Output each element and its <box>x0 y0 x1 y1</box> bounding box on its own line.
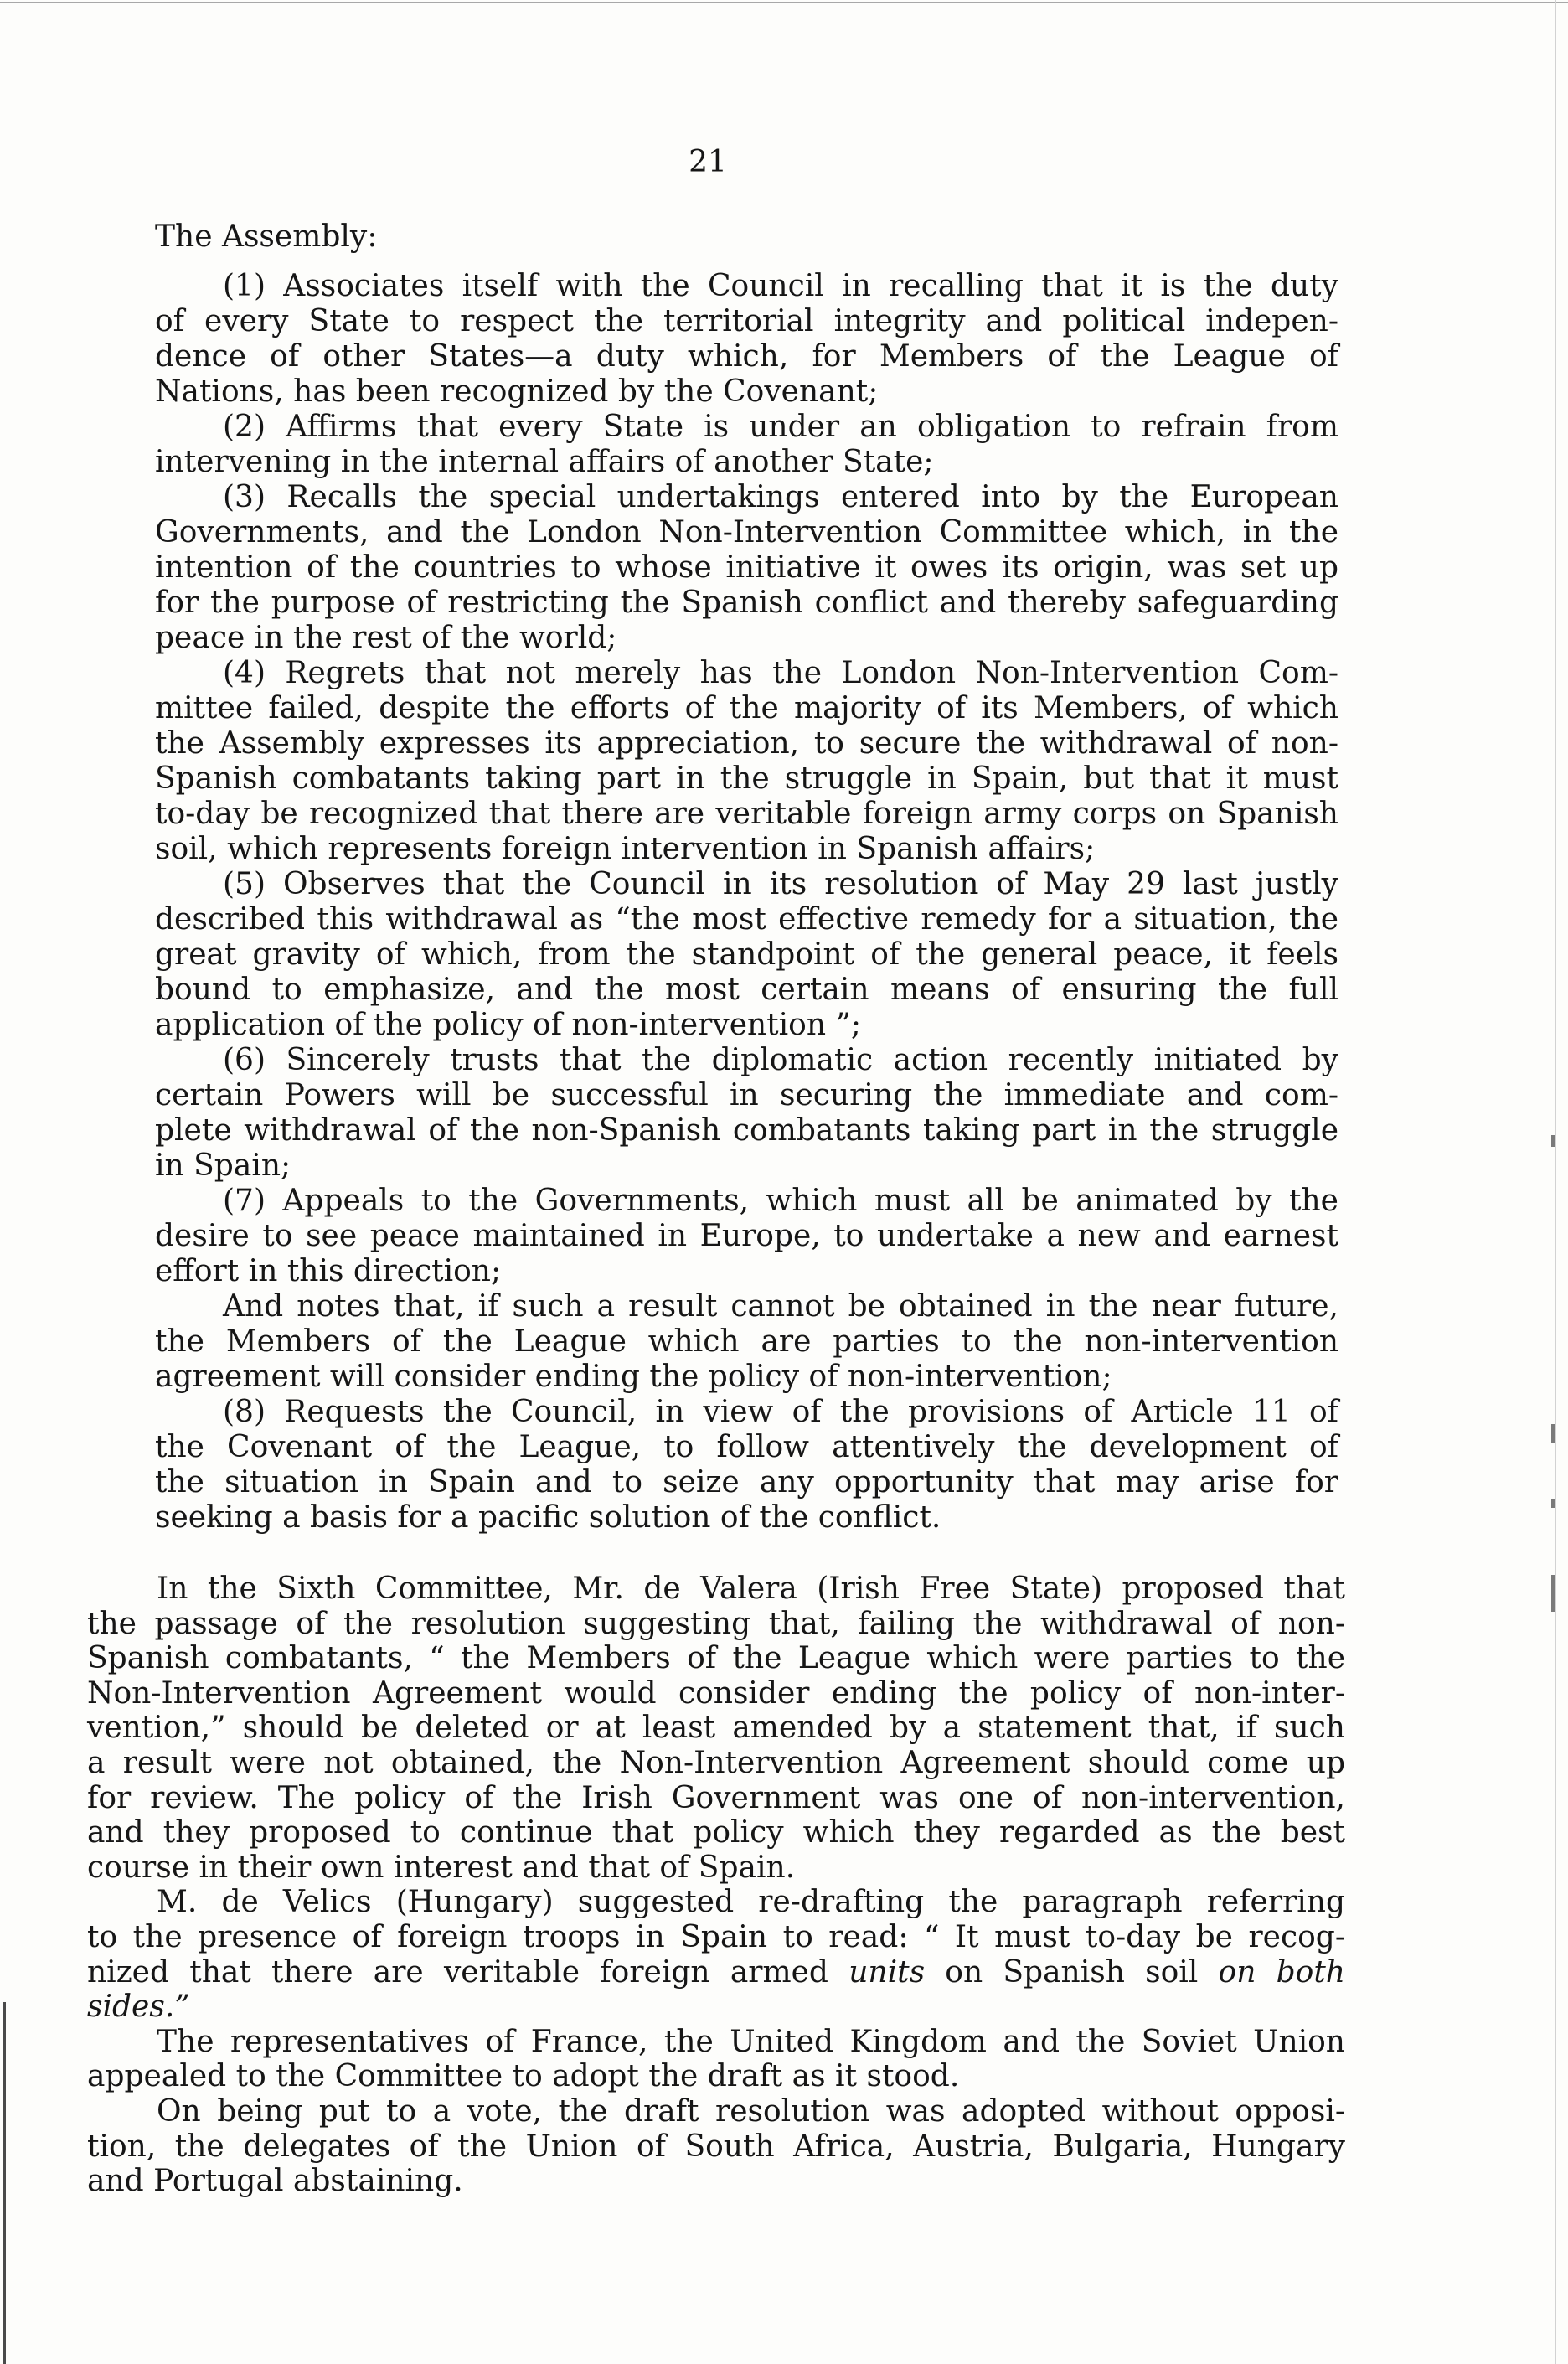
discussion-line: Non-Intervention Agreement would consider ending the policy of non-inter- <box>87 1675 1345 1711</box>
resolution-line: the Assembly expresses its appreciation, to secure the withdrawal of non- <box>155 726 1338 761</box>
resolution-line: intervening in the internal affairs of another State; <box>155 445 934 479</box>
discussion-line: the passage of the resolution suggesting that, failing the withdrawal of non- <box>87 1606 1345 1641</box>
discussion-line <box>87 1955 1345 1990</box>
resolution-line: agreement will consider ending the policy of non-intervention; <box>155 1360 1112 1394</box>
resolution-line: (5) Observes that the Council in its resolution of May 29 last justly <box>223 867 1338 901</box>
line-text: nized that there are veritable foreign armed <box>87 1954 849 1990</box>
resolution-line: application of the policy of non-intervention ”; <box>155 1008 861 1042</box>
resolution-line: (4) Regrets that not merely has the London Non-Intervention Com- <box>223 656 1338 690</box>
resolution-line: soil, which represents foreign intervention in Spanish affairs; <box>155 832 1096 866</box>
resolution-line: (8) Requests the Council, in view of the provisions of Article 11 of <box>223 1395 1338 1429</box>
discussion-line: course in their own interest and that of Spain. <box>87 1850 796 1885</box>
discussion-line: appealed to the Committee to adopt the draft as it stood. <box>87 2059 960 2094</box>
resolution-line: described this withdrawal as “the most effective remedy for a situation, the <box>155 902 1338 937</box>
resolution-line: Nations, has been recognized by the Covenant; <box>155 374 879 409</box>
resolution-line: mittee failed, despite the efforts of the majority of its Members, of which <box>155 691 1338 725</box>
scan-edge-top <box>0 2 1568 3</box>
resolution-line: peace in the rest of the world; <box>155 621 617 655</box>
scan-edge-right <box>1555 0 1556 2364</box>
discussion-line: M. de Velics (Hungary) suggested re-drafting the paragraph referring <box>157 1885 1345 1920</box>
scan-mark <box>1551 1575 1555 1612</box>
resolution-line: plete withdrawal of the non-Spanish combatants taking part in the struggle <box>155 1113 1338 1148</box>
discussion-line: vention,” should be deleted or at least amended by a statement that, if such <box>87 1711 1345 1746</box>
discussion-line: to the presence of foreign troops in Spain to read: “ It must to-day be recog- <box>87 1919 1345 1954</box>
resolution-line: the situation in Spain and to seize any opportunity that may arise for <box>155 1465 1338 1499</box>
resolution-line: Spanish combatants taking part in the struggle in Spain, but that it must <box>155 761 1338 796</box>
resolution-line: Governments, and the London Non-Intervention Committee which, in the <box>155 515 1338 550</box>
line-text: on Spanish soil <box>925 1954 1219 1990</box>
resolution-line: to-day be recognized that there are veritable foreign army corps on Spanish <box>155 797 1338 831</box>
emphasis-text: on both <box>1218 1954 1345 1990</box>
discussion-line: sides.” <box>87 1990 190 2025</box>
resolution-line: certain Powers will be successful in securing the immediate and com- <box>155 1078 1338 1112</box>
discussion-line: for review. The policy of the Irish Government was one of non-intervention, <box>87 1780 1345 1815</box>
discussion-line: The representatives of France, the United Kingdom and the Soviet Union <box>157 2024 1345 2059</box>
resolution-line: (3) Recalls the special undertakings entered into by the European <box>223 480 1338 514</box>
resolution-line: in Spain; <box>155 1148 291 1183</box>
discussion-line: and Portugal abstaining. <box>87 2164 463 2199</box>
resolution-line: the Covenant of the League, to follow attentively the development of <box>155 1430 1338 1464</box>
discussion-line: Spanish combatants, “ the Members of the League which were parties to the <box>87 1641 1345 1676</box>
resolution-line: of every State to respect the territorial integrity and political indepen- <box>155 304 1338 338</box>
resolution-line: bound to emphasize, and the most certain means of ensuring the full <box>155 973 1338 1007</box>
resolution-line: for the purpose of restricting the Spanish conflict and thereby safeguarding <box>155 586 1338 620</box>
resolution-line: desire to see peace maintained in Europe, to undertake a new and earnest <box>155 1219 1338 1253</box>
resolution-line: great gravity of which, from the standpoint of the general peace, it feels <box>155 937 1338 972</box>
resolution-line: effort in this direction; <box>155 1254 502 1288</box>
resolution-line: (2) Affirms that every State is under an obligation to refrain from <box>223 410 1338 444</box>
resolution-line: seeking a basis for a pacific solution of the conflict. <box>155 1500 941 1535</box>
emphasis-text: units <box>848 1954 926 1990</box>
discussion-line: and they proposed to continue that policy which they regarded as the best <box>87 1815 1345 1850</box>
committee-discussion <box>87 1572 1345 2199</box>
resolution-heading: The Assembly: <box>155 219 378 254</box>
resolution-text <box>155 269 1338 1536</box>
scan-mark <box>1551 1424 1555 1443</box>
scan-mark <box>1551 1499 1555 1508</box>
resolution-line: (6) Sincerely trusts that the diplomatic action recently initiated by <box>223 1043 1338 1077</box>
discussion-line: On being put to a vote, the draft resolution was adopted without opposi- <box>157 2093 1345 2129</box>
resolution-line: (7) Appeals to the Governments, which must all be animated by the <box>223 1184 1338 1218</box>
resolution-line: intention of the countries to whose initiative it owes its origin, was set up <box>155 550 1338 585</box>
discussion-line: a result were not obtained, the Non-Intervention Agreement should come up <box>87 1745 1345 1780</box>
scan-edge-left <box>3 2002 6 2364</box>
resolution-line: (1) Associates itself with the Council in recalling that it is the duty <box>223 269 1338 303</box>
resolution-line: dence of other States—a duty which, for Members of the League of <box>155 339 1338 374</box>
resolution-line: the Members of the League which are parties to the non-intervention <box>155 1324 1338 1359</box>
scan-mark <box>1551 1135 1555 1147</box>
discussion-line: tion, the delegates of the Union of South Africa, Austria, Bulgaria, Hungary <box>87 2129 1345 2164</box>
discussion-line: In the Sixth Committee, Mr. de Valera (Irish Free State) proposed that <box>157 1572 1345 1606</box>
page-number: 21 <box>689 145 727 179</box>
resolution-line: And notes that, if such a result cannot be obtained in the near future, <box>223 1289 1338 1324</box>
